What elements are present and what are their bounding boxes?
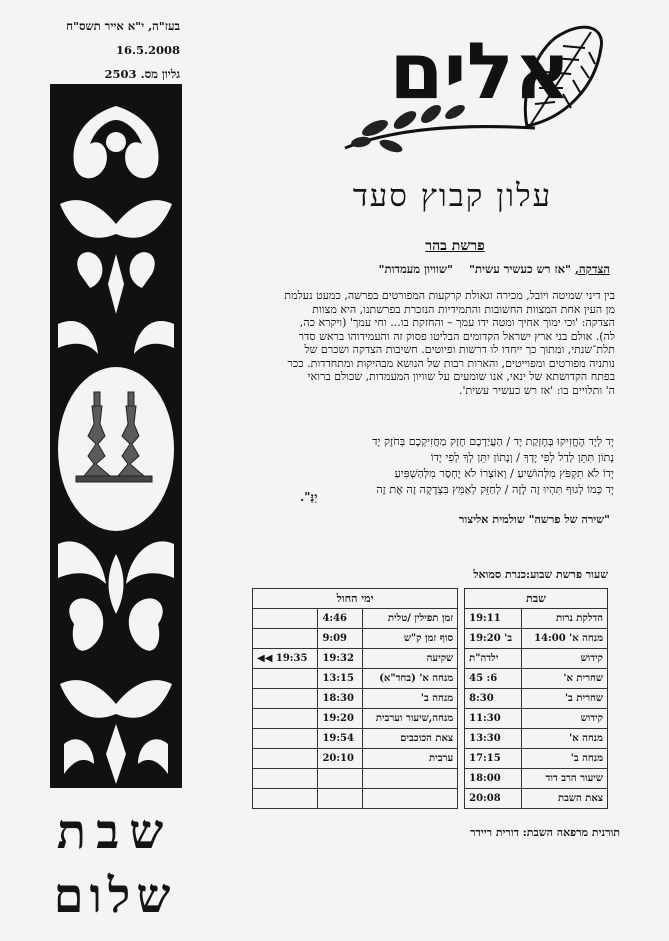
article-line: בפתח הקדושתא של ינאי, אנו שומעים על שוויון המעמדות, שכולם ברואי — [307, 370, 615, 383]
article-line: בין דיני שמיטה ויובל, מכירה וגאולת קרקעות המפורטים בפרשה, כמעט נעלמת — [284, 289, 615, 302]
column-separator — [458, 729, 465, 749]
parasha-title: פרשת בהר — [425, 238, 485, 254]
newsletter-logo — [305, 8, 605, 158]
poem-line: יָד כְּמוֹ לְגוּף תִּהְיוּ זֶה לָזֶה / לְחַזֵּק לְאַמֵּץ בִּצְדָקָה זֶה אֶת זֶה — [376, 483, 614, 496]
hebrew-date: בעז"ה, י"א אייר תשס"ח — [66, 19, 180, 33]
article-quote-2: "שוויון מעמדות" — [378, 262, 454, 276]
article-line: ה' ותלויים בו: 'אז רש כעשיר עשית'. — [459, 383, 615, 397]
weekday-extra-time — [253, 789, 318, 809]
weekday-event-label: צאת הכוכבים — [363, 729, 458, 749]
weekday-extra-time: 19:35 ◀◀ — [253, 649, 318, 669]
column-separator — [458, 649, 465, 669]
shabbat-event-time: 20:08 — [465, 789, 522, 809]
weekday-event-label — [363, 769, 458, 789]
poem-line: יָדוֹ לֹא תִקְפֹּץ מִלְּהוֹשִׁיעַ / וְאוֹצְרוֹ לֹא יֶחְסַר מִלְּהַשְׁפִּיעַ — [394, 467, 614, 480]
schedule-row — [253, 769, 608, 789]
shabbat-event-time: 8:30 — [465, 689, 522, 709]
article-body — [232, 289, 615, 397]
weekday-extra-time — [253, 689, 318, 709]
weekday-event-time — [318, 769, 363, 789]
weekday-event-time: 20:10 — [318, 749, 363, 769]
article-topic: הצדקה, — [575, 262, 610, 276]
clinic-duty-note: תורנית מרפאה השבת: דורית ריידר — [470, 826, 620, 839]
issue-info — [52, 14, 180, 86]
weekday-extra-time — [253, 749, 318, 769]
column-separator — [458, 789, 465, 809]
weekday-extra-time — [253, 629, 318, 649]
weekday-event-time: 18:30 — [318, 689, 363, 709]
weekday-extra-time — [253, 709, 318, 729]
shabbat-event-label: קידוש — [522, 649, 608, 669]
shabbat-event-label: שחרית א' — [522, 669, 608, 689]
greeting-line-1: שבת — [56, 804, 174, 860]
poem — [236, 434, 614, 498]
article-line: תלת־שנתי, ומתוך כך ייחדו לו דרשות ופיוטים. חשיבות הצדקה ושכרם של — [304, 343, 615, 356]
prayer-schedule-table — [252, 588, 608, 809]
schedule-row — [253, 609, 608, 629]
poem-signature: יַנַּ". — [300, 490, 318, 504]
column-separator — [458, 609, 465, 629]
weekday-extra-time — [253, 669, 318, 689]
weekday-event-time: 9:09 — [318, 629, 363, 649]
weekday-event-label: זמן תפילין /טלית — [363, 609, 458, 629]
schedule-row — [253, 749, 608, 769]
shabbat-event-label: מנחה ב' — [522, 749, 608, 769]
article-line: לה). אולם בני ארץ ישראל הקדומים הבליטו פסוק זה והעמידוהו בראש סדר — [298, 329, 615, 343]
shabbat-event-time: ילדה"ת — [465, 649, 522, 669]
poem-line: יָד לְיָד הֶחֱזִיקוּ בְּחָזְקַת יָד / הַעֲיַדְכֶם חָזַק מַחֲזִיקְכֶם בְּחֹזֶק יָד — [372, 435, 614, 448]
column-separator — [458, 589, 465, 609]
shabbat-event-label: שיעור הרב דוד — [522, 769, 608, 789]
greeting-line-2: שלום — [53, 868, 177, 924]
weekday-event-label: מנחה,שיעור וערבית — [363, 709, 458, 729]
weekday-event-label — [363, 789, 458, 809]
logo-title: אלים — [389, 27, 571, 117]
weekday-event-label: ערבית — [363, 749, 458, 769]
shabbat-event-label: מנחה א' — [522, 729, 608, 749]
article-quote-1: "אז רש כעשיר עשית" — [469, 262, 572, 276]
weekday-event-time: 4:46 — [318, 609, 363, 629]
column-separator — [458, 769, 465, 789]
shabbat-heading: שבת — [465, 589, 608, 609]
shabbat-event-time: 17:15 — [465, 749, 522, 769]
column-separator — [458, 709, 465, 729]
gregorian-date: 16.5.2008 — [115, 43, 180, 57]
weekday-extra-time — [253, 769, 318, 789]
weekday-event-label: מנחה ב' — [363, 689, 458, 709]
weekday-event-time: 19:54 — [318, 729, 363, 749]
weekday-event-time: 13:15 — [318, 669, 363, 689]
shabbat-event-time: 13:30 — [465, 729, 522, 749]
shabbat-event-time: 18:00 — [465, 769, 522, 789]
weekday-extra-time — [253, 729, 318, 749]
weekday-event-time: 19:20 — [318, 709, 363, 729]
poem-credit: "שירה של פרשה" שולמית אליצור — [458, 512, 610, 526]
torah-class-note: שעור פרשת שבוע:כנרת סמואל — [473, 568, 608, 581]
shabbat-event-time: 19:11 — [465, 609, 522, 629]
shabbat-event-time: ב' 19:20 — [465, 629, 522, 649]
shabbat-event-label: מנחה א' 14:00 — [522, 629, 608, 649]
weekday-extra-time — [253, 609, 318, 629]
newsletter-subtitle: עלון קבוץ סעד — [352, 178, 553, 214]
column-separator — [458, 689, 465, 709]
schedule-row — [253, 729, 608, 749]
weekday-event-label: שקיעה — [363, 649, 458, 669]
article-heading — [235, 262, 610, 276]
schedule-heading-row — [253, 589, 608, 609]
column-separator — [458, 749, 465, 769]
schedule-row — [253, 649, 608, 669]
article-line: הצדקה: 'וכי ימוך אחיך ומטה ידו עמך – והחזקת בו... וחי עמך' (ויקרא כה, — [299, 316, 615, 329]
shabbat-shalom-greeting — [40, 800, 190, 928]
poem-line: נָתוֹן תִּתֵּן לְדַל לְפִי יָדְךָ / וְנָתוֹן יִתֵּן לְךָ לְפִי יָדוֹ — [430, 451, 614, 464]
shabbat-event-label: קידוש — [522, 709, 608, 729]
schedule-row — [253, 709, 608, 729]
schedule-row — [253, 669, 608, 689]
schedule-row — [253, 629, 608, 649]
issue-number: גליון מס. 2503 — [104, 67, 180, 81]
weekday-event-label: סוף זמן ק"ש — [363, 629, 458, 649]
column-separator — [458, 629, 465, 649]
shabbat-event-time: 6: 45 — [465, 669, 522, 689]
shabbat-event-label: שחרית ב' — [522, 689, 608, 709]
weekday-heading: ימי החול — [253, 589, 458, 609]
weekday-event-time: 19:32 — [318, 649, 363, 669]
schedule-row — [253, 689, 608, 709]
article-line: נותניה מפורטים ומפוייטים, והארות רבות של הנושא מבהיקות ומתחדדות. ככר — [287, 356, 615, 370]
article-line: מן העין אחת המצוות החשובות והתמידיות הנזכרת בפרשתנו, היא מצוות — [312, 302, 615, 316]
candle-window — [58, 367, 174, 531]
schedule-row — [253, 789, 608, 809]
shabbat-event-label: צאת השבת — [522, 789, 608, 809]
shabbat-event-time: 11:30 — [465, 709, 522, 729]
shabbat-event-label: הדלקת נרות — [522, 609, 608, 629]
decorative-side-panel — [50, 84, 182, 788]
column-separator — [458, 669, 465, 689]
weekday-event-time — [318, 789, 363, 809]
weekday-event-label: מנחה א' (בחד"א) — [363, 669, 458, 689]
